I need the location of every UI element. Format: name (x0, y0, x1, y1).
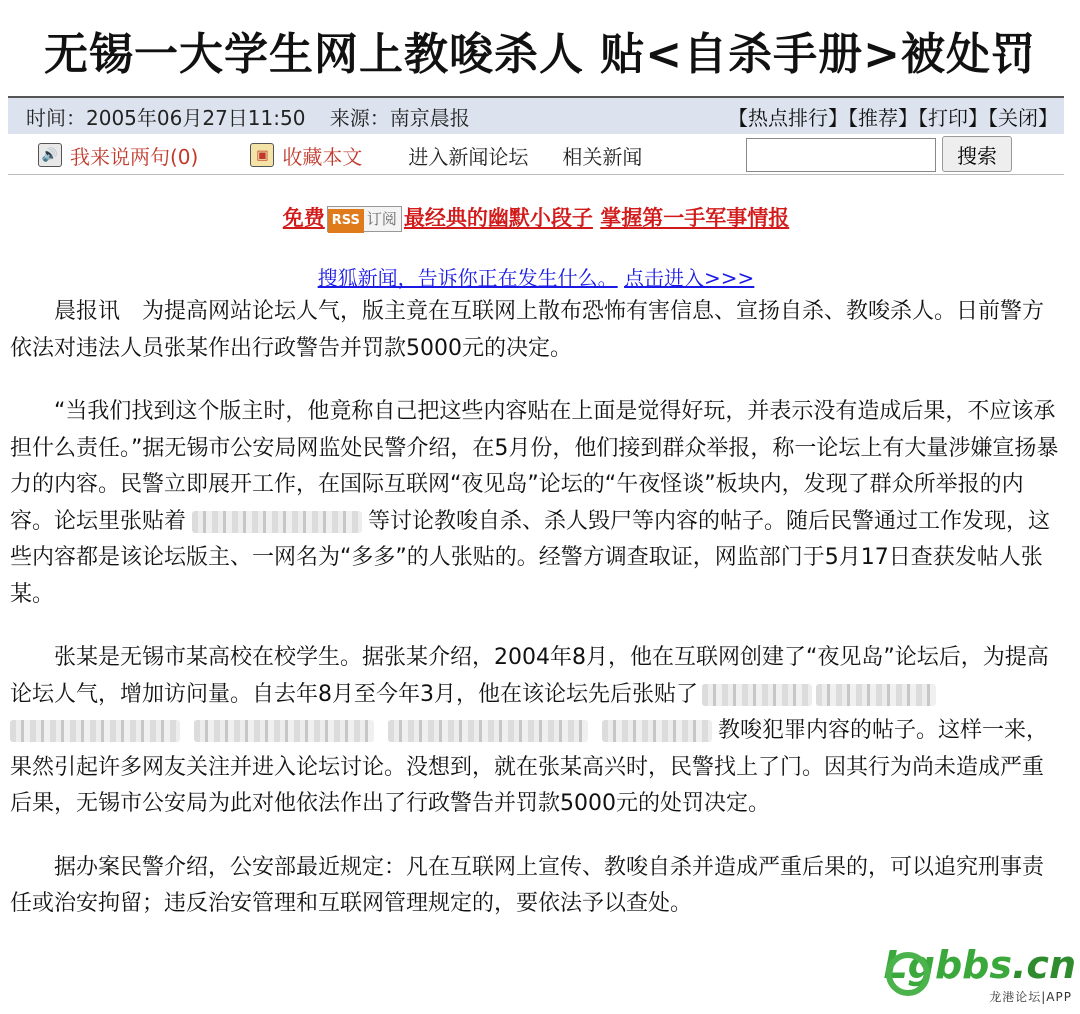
promo-military-link[interactable]: 掌握第一手军事情报 (600, 206, 790, 230)
related-news-link[interactable]: 相关新闻 (562, 144, 643, 169)
paragraph-2-text-b: 等讨论教唆自杀、杀人毁尸等内容的帖子。随后民警通过工作发现，这些内容都是该论坛版主、一网名为“多多”的人张贴的。经警方调查取证，网监部门于5月17日查获发帖人张某。 (10, 508, 1051, 607)
search-button[interactable]: 搜索 (942, 136, 1012, 172)
toolbar-divider (8, 174, 1064, 175)
blurred-text (192, 511, 362, 533)
hot-ranking-link[interactable]: 【热点排行】 (728, 105, 848, 130)
paragraph-2-text-a: “当我们找到这个版主时，他竟称自己把这些内容贴在上面是觉得好玩，并表示没有造成后果，不应该承担什么责任。”据无锡市公安局网监处民警介绍，在5月份，他们接到群众举报，称一论坛上有大量涉嫌宣扬暴力的内容。民警立即展开工作，在国际互联网“夜见岛”论坛的“午夜怪谈”板块内，发现了群众所举报的内容。论坛里张贴着 (10, 399, 1059, 534)
blurred-text (602, 720, 712, 742)
sohu-slogan-link[interactable]: 搜狐新闻，告诉你正在发生什么。 (317, 266, 618, 290)
favorite-label: 收藏本文 (282, 144, 363, 169)
search-input[interactable] (746, 138, 936, 172)
watermark-logo: Lgbbs.cn (883, 943, 1076, 987)
meta-info (26, 102, 488, 131)
watermark-logo-icon (886, 952, 930, 996)
sohu-banner (0, 262, 1072, 291)
site-watermark (884, 942, 1076, 1012)
recommend-link[interactable]: 【推荐】 (848, 105, 918, 130)
blurred-text (816, 684, 936, 706)
paragraph-3-text-a: 张某是无锡市某高校在校学生。据张某介绍，2004年8月，他在互联网创建了“夜见岛”论坛后，为提高论坛人气，增加访问量。自去年8月至今年3月，他在该论坛先后张贴了 (10, 645, 1049, 707)
rss-subscribe-badge[interactable] (327, 206, 402, 232)
promo-free-link[interactable]: 免费 (282, 206, 325, 230)
publish-time: 时间：2005年06月27日11:50 (26, 105, 306, 130)
article-headline: 无锡一大学生网上教唆杀人 贴<自杀手册>被处罚 (43, 29, 1037, 80)
paragraph-3-text-b: 教唆犯罪内容的帖子。这样一来，果然引起许多网友关注并进入论坛讨论。没想到，就在张某高兴时，民警找上了门。因其行为尚未造成严重后果，无锡市公安局为此对他依法作出了行政警告并罚款5000元的处罚决定。 (10, 718, 1049, 816)
comment-label: 我来说两句(0) (70, 144, 199, 169)
bookmark-icon: ▣ (250, 143, 274, 167)
speaker-icon: 🔊 (38, 143, 62, 167)
meta-actions (728, 102, 1058, 131)
article-paragraph-1: 晨报讯 为提高网站论坛人气，版主竟在互联网上散布恐怖有害信息、宣扬自杀、教唆杀人。日前警方依法对违法人员张某作出行政警告并罚款5000元的决定。 (10, 299, 1045, 361)
watermark-subtitle: 龙港论坛|APP (989, 990, 1072, 1004)
news-source: 来源：南京晨报 (329, 105, 470, 130)
rss-icon: RSS (328, 209, 364, 233)
favorite-button[interactable] (250, 141, 362, 170)
blurred-text (194, 720, 374, 742)
article-paragraph-2 (10, 394, 1064, 613)
article-paragraph-3 (10, 640, 1064, 823)
article-meta-bar (8, 98, 1064, 134)
article-paragraph-4: 据办案民警介绍，公安部最近规定：凡在互联网上宣传、教唆自杀并造成严重后果的，可以追究刑事责任或治安拘留；违反治安管理和互联网管理规定的，要依法予以查处。 (10, 854, 1045, 916)
print-link[interactable]: 【打印】 (918, 105, 988, 130)
subscribe-label: 订阅 (366, 210, 397, 228)
promo-humor-link[interactable]: 最经典的幽默小段子 (403, 206, 593, 230)
blurred-text (702, 684, 812, 706)
news-forum-link[interactable]: 进入新闻论坛 (408, 144, 529, 169)
blurred-text (388, 720, 588, 742)
blurred-text (10, 720, 180, 742)
close-link[interactable]: 【关闭】 (988, 105, 1058, 130)
article-body (10, 294, 1064, 950)
promo-bar (0, 202, 1072, 232)
sohu-enter-link[interactable]: 点击进入>>> (624, 266, 755, 290)
comment-button[interactable] (38, 141, 198, 170)
article-toolbar (8, 136, 1064, 174)
